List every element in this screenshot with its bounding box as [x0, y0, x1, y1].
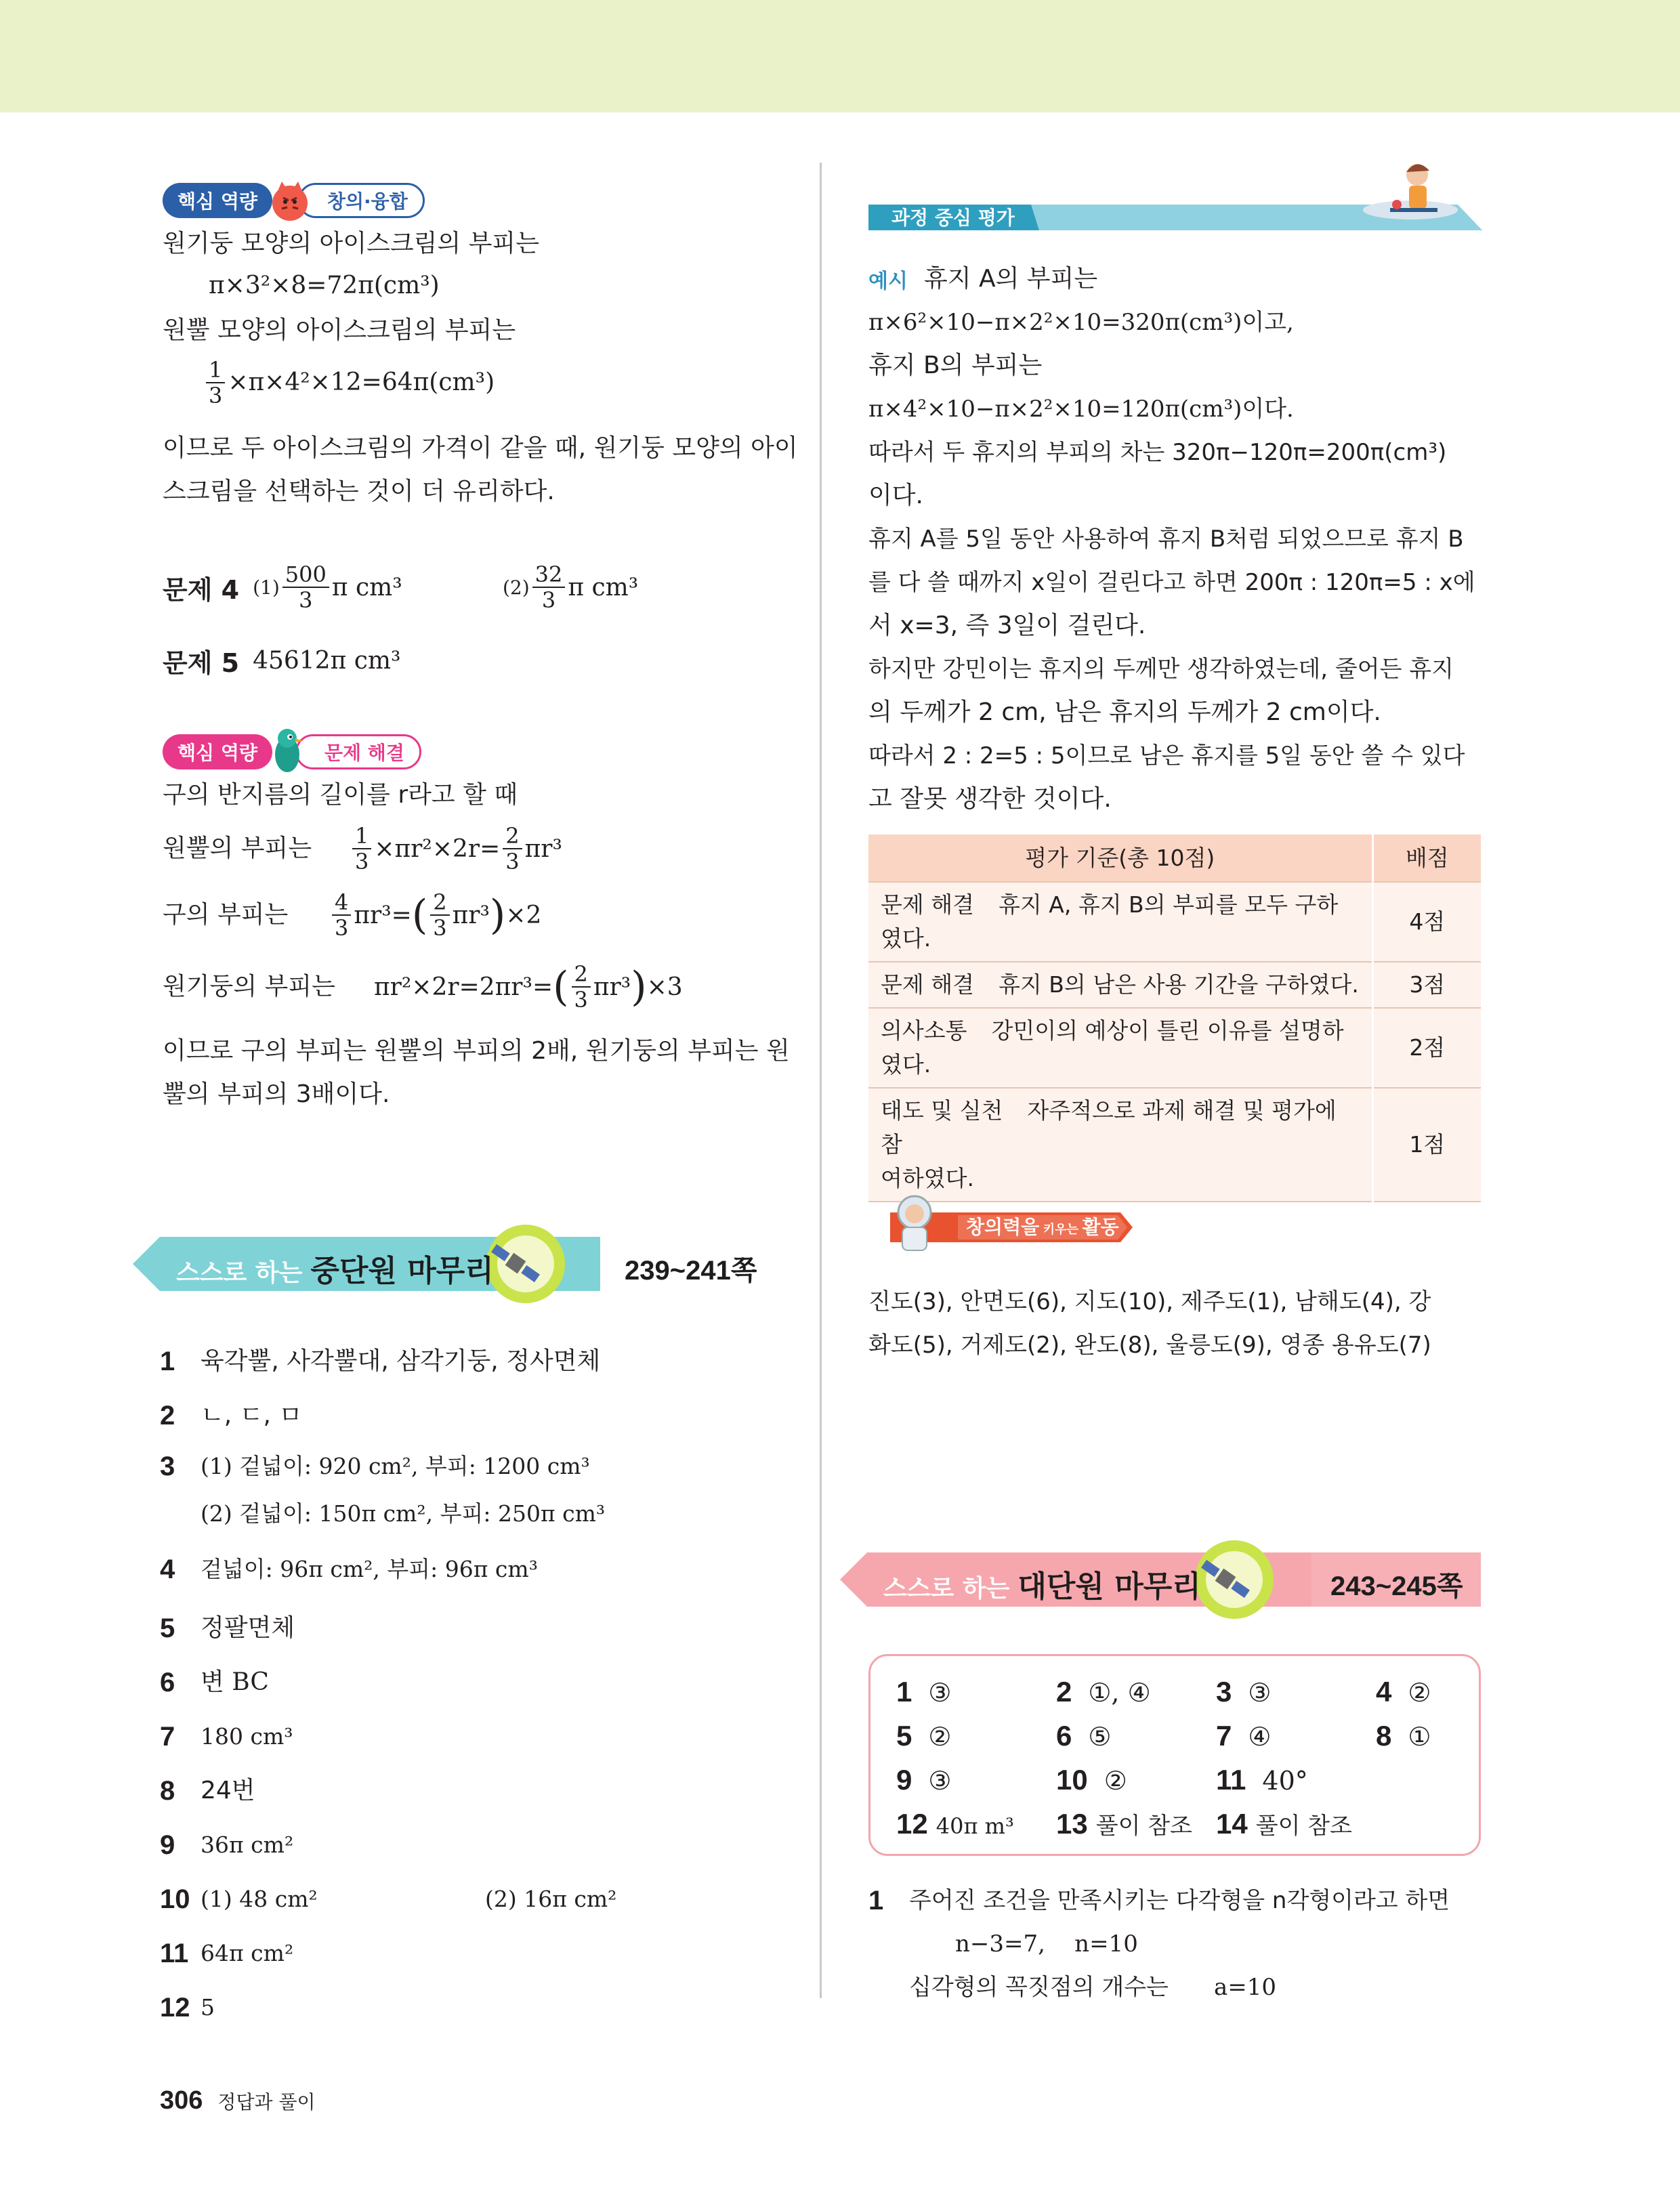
math-line: π×3²×8=72π(cm³)	[209, 272, 440, 299]
problem-4-answer: 문제 4 (1) $\frac{500}{3}$ π cm³	[163, 562, 402, 613]
answer-cell: 3 ③	[1216, 1676, 1272, 1708]
list-item: 11 64π cm²	[160, 1938, 294, 1968]
answer-cell: 5 ②	[896, 1720, 952, 1752]
core-competency-label: 핵심 역량	[163, 734, 272, 769]
problem-label: 문제 4	[163, 574, 240, 605]
answer-grid	[896, 1675, 1479, 1843]
text-line: 서 x=3, 즉 3일이 걸린다.	[868, 612, 1146, 639]
answer-cell: 11 40°	[1216, 1764, 1308, 1796]
list-item: 10 (1) 48 cm² (2) 16π cm²	[160, 1884, 617, 1914]
text-line: 진도(3), 안면도(6), 지도(10), 제주도(1), 남해도(4), 강	[868, 1288, 1431, 1315]
list-item: (2) 겉넓이: 150π cm², 부피: 250π cm³	[201, 1500, 606, 1527]
activity-title-b: 활동	[1082, 1216, 1119, 1238]
cone-volume-line: 원뿔의 부피는 $\frac{1}{3}$ ×πr²×2r= $\frac{2}{3}$ πr³	[163, 823, 562, 874]
competency-tag: 문제 해결	[295, 734, 421, 769]
table-row: 태도 및 실천 자주적으로 과제 해결 및 평가에 참 여하였다. 1점	[868, 1088, 1481, 1202]
text-line: 의 두께가 2 cm, 남은 휴지의 두께가 2 cm이다.	[868, 698, 1381, 726]
girl-painting-icon	[1370, 156, 1451, 230]
text-line: 이므로 두 아이스크림의 가격이 같을 때, 원기둥 모양의 아이	[163, 434, 798, 462]
table-row: 문제 해결 휴지 B의 남은 사용 기간을 구하였다. 3점	[868, 962, 1481, 1008]
text-line: 이므로 구의 부피는 원뿔의 부피의 2배, 원기둥의 부피는 원	[163, 1037, 790, 1065]
bird-icon	[264, 723, 312, 780]
sphere-volume-line: 구의 부피는 $\frac{4}{3}$ πr³= ( $\frac{2}{3}$ πr³ ) ×2	[163, 889, 542, 941]
fraction: $\frac{2}{3}$	[572, 962, 591, 1012]
answer-cell	[1376, 1763, 1511, 1798]
answer-cell	[1376, 1807, 1511, 1843]
banner-title: 중단원 마무리	[310, 1254, 494, 1288]
cylinder-volume-line: 원기둥의 부피는 πr²×2r=2πr³= ( $\frac{2}{3}$ πr³ ) ×3	[163, 961, 683, 1013]
list-item: 1 육각뿔, 사각뿔대, 삼각기둥, 정사면체	[160, 1346, 601, 1376]
page-number: 306	[160, 2086, 203, 2115]
text-line: 따라서 2 : 2=5 : 5이므로 남은 휴지를 5일 동안 쓸 수 있다	[868, 742, 1465, 769]
astronaut-icon	[879, 1189, 947, 1264]
list-item: 9 36π cm²	[160, 1829, 294, 1860]
activity-title-a: 창의력을	[966, 1216, 1040, 1238]
text-line: 구의 반지름의 길이를 r라고 할 때	[163, 781, 518, 809]
answer-cell: 1 ③	[896, 1676, 952, 1708]
text-line: 를 다 쓸 때까지 x일이 걸린다고 하면 200π : 120π=5 : x에	[868, 569, 1475, 596]
fraction: $\frac{2}{3}$	[503, 824, 522, 874]
list-item: 5 정팔면체	[160, 1613, 295, 1643]
tiger-icon	[263, 173, 317, 228]
text-line: 원뿔 모양의 아이스크림의 부피는	[163, 316, 516, 344]
text-line: 화도(5), 거제도(2), 완도(8), 울릉도(9), 영종 용유도(7)	[868, 1332, 1431, 1359]
core-competency-label: 핵심 역량	[163, 183, 272, 218]
process-evaluation-header	[868, 156, 1482, 251]
list-item: 4 겉넓이: 96π cm², 부피: 96π cm³	[160, 1554, 538, 1584]
core-competency-badge-1	[163, 173, 425, 228]
big-unit-answer-box	[868, 1654, 1481, 1856]
core-competency-badge-2	[163, 723, 421, 780]
text-line: 휴지 A를 5일 동안 사용하여 휴지 B처럼 되었으므로 휴지 B	[868, 526, 1464, 553]
competency-tag: 창의·융합	[298, 183, 425, 218]
problem-label: 문제 5	[163, 648, 240, 678]
fraction: $\frac{4}{3}$	[332, 890, 351, 940]
table-header-row	[868, 834, 1481, 882]
table-header: 평가 기준(총 10점)	[868, 834, 1372, 882]
answer-cell: 13 풀이 참조	[1056, 1808, 1192, 1840]
text-line: 따라서 두 휴지의 부피의 차는 320π−120π=200π(cm³)	[868, 439, 1447, 466]
evaluation-criteria-table	[868, 834, 1481, 1202]
text-line: π×6²×10−π×2²×10=320π(cm³)이고,	[868, 309, 1294, 336]
list-item: 2 ㄴ, ㄷ, ㅁ	[160, 1400, 303, 1431]
satellite-icon	[485, 1233, 546, 1294]
answer-cell: 2 ①, ④	[1056, 1676, 1151, 1708]
example-tag: 예시	[868, 270, 908, 293]
table-row: 문제 해결 휴지 A, 휴지 B의 부피를 모두 구하 였다. 4점	[868, 882, 1481, 962]
text-line: 스크림을 선택하는 것이 더 유리하다.	[163, 478, 555, 505]
banner-pages: 239~241쪽	[625, 1256, 757, 1286]
header-title: 과정 중심 평가	[891, 207, 1015, 229]
footer-label: 정답과 풀이	[217, 2091, 316, 2113]
banner-title: 대단원 마무리	[1017, 1569, 1201, 1604]
answer-cell: 6 ⑤	[1056, 1720, 1112, 1752]
satellite-icon	[1195, 1548, 1256, 1609]
section-banner-mid-unit	[133, 1223, 770, 1305]
list-item: 7 180 cm³	[160, 1721, 293, 1752]
text-line: 원기둥 모양의 아이스크림의 부피는	[163, 230, 539, 257]
text-line: 휴지 B의 부피는	[868, 352, 1043, 379]
problem-4-answer-2: (2) $\frac{32}{3}$ π cm³	[503, 562, 639, 613]
answer-cell: 14 풀이 참조	[1216, 1808, 1352, 1840]
fraction: $\frac{1}{3}$	[206, 358, 225, 408]
list-item: 12 5	[160, 1992, 215, 2023]
answer-cell: 7 ④	[1216, 1720, 1272, 1752]
list-item: 3 (1) 겉넓이: 920 cm², 부피: 1200 cm³	[160, 1451, 590, 1481]
text-line: π×4²×10−π×2²×10=120π(cm³)이다.	[868, 396, 1294, 423]
answer-cell: 4 ②	[1376, 1676, 1431, 1708]
table-header: 배점	[1372, 834, 1481, 882]
column-divider	[820, 163, 822, 1998]
text-line: 뿔의 부피의 3배이다.	[163, 1080, 390, 1108]
creativity-activity-header	[870, 1189, 1141, 1264]
list-item: 6 변 BC	[160, 1667, 269, 1697]
activity-title-small: 키우는	[1043, 1223, 1078, 1237]
problem-5-answer: 문제 5 45612π cm³	[163, 642, 400, 679]
text-line: 고 잘못 생각한 것이다.	[868, 785, 1112, 813]
banner-prefix: 스스로 하는	[883, 1575, 1010, 1603]
answer-cell: 10 ②	[1056, 1764, 1127, 1796]
fraction: $\frac{1}{3}$	[352, 824, 371, 874]
answer-list-mid-unit	[160, 1334, 770, 2035]
answer-cell: 12 40π m³	[896, 1808, 1014, 1840]
fraction: $\frac{500}{3}$	[282, 562, 329, 612]
fraction: $\frac{2}{3}$	[430, 890, 449, 940]
fraction: $\frac{32}{3}$	[532, 562, 566, 612]
text-line: 이다.	[868, 482, 923, 509]
answer-cell: 9 ③	[896, 1764, 952, 1796]
banner-prefix: 스스로 하는	[176, 1259, 303, 1287]
table-row: 의사소통 강민이의 예상이 틀린 이유를 설명하였다. 2점	[868, 1008, 1481, 1088]
page-footer	[160, 2086, 316, 2115]
top-color-band	[0, 0, 1680, 112]
math-line: $\frac{1}{3}$ ×π×4²×12=64π(cm³)	[203, 358, 495, 408]
list-item: 8 24번	[160, 1775, 255, 1806]
example-block: 예시 휴지 A의 부피는 π×6²×10−π×2²×10=320π(cm³)이고, 휴지 B의 부피는 π×4²×10−π×2²×10=120π(cm³)이다. 따라서 두 휴지의 부피의 차는 320π−120π=200π(cm³) 이다. 휴지 A를 5일 동안 사용하여 휴지 B처럼 되었으므로 휴지 B 를 다 쓸 때까지 x일이 걸린다고 하면 200π : 120π=5 : x에 서 x=3, 즉 3일이 걸린다. 하지만 강민이는 휴지의 두께만 생각하였는데, 줄어든 휴지 의 두께가 2 cm, 남은 휴지의 두께가 2 cm이다. 따라서 2 : 2=5 : 5이므로 남은 휴지를 5일 동안 쓸 수 있다 고 잘못 생각한 것이다.	[868, 257, 1478, 821]
solution-1: 1 주어진 조건을 만족시키는 다각형을 n각형이라고 하면 n−3=7, n=10 십각형의 꼭짓점의 개수는 a=10	[868, 1885, 1450, 2001]
answer-cell: 8 ①	[1376, 1720, 1431, 1752]
banner-pages: 243~245쪽	[1330, 1571, 1463, 1601]
section-banner-big-unit	[840, 1539, 1481, 1620]
text-line: 하지만 강민이는 휴지의 두께만 생각하였는데, 줄어든 휴지	[868, 656, 1454, 683]
